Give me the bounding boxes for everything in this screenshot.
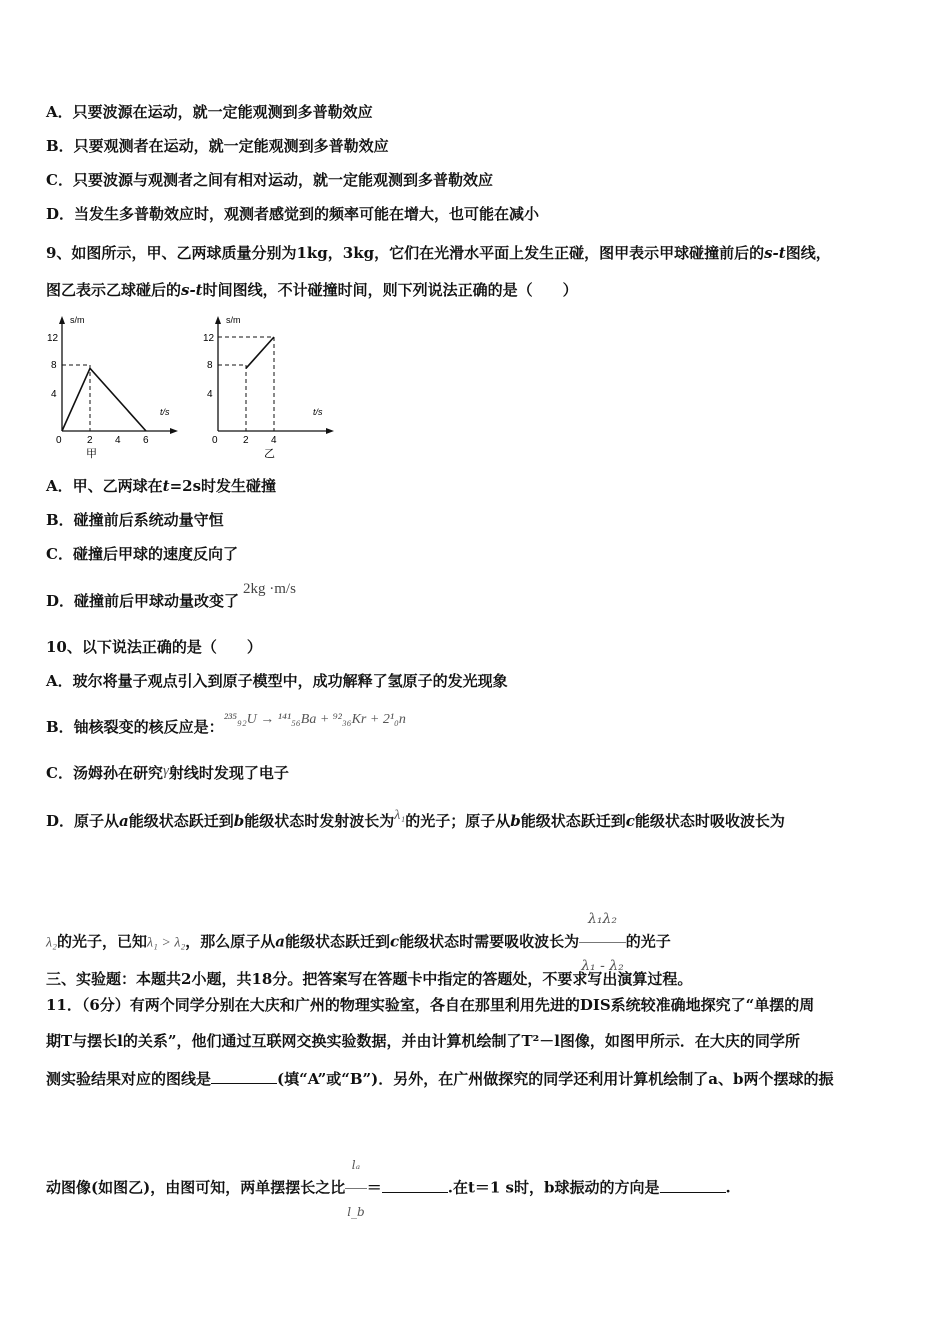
x-axis-arrow xyxy=(326,428,334,434)
option-text: 射线时发现了电子 xyxy=(168,764,289,782)
option-text: 能级状态时需要吸收波长为 xyxy=(399,932,580,951)
q8-option-b: B．只要观测者在运动，就一定能观测到多普勒效应 xyxy=(46,137,389,155)
q9-stem-line1 xyxy=(46,243,831,263)
level-b: b xyxy=(233,812,245,830)
nuclear-equation: ²³⁵₉₂U → ¹⁴¹₅₆Ba + ⁹²₃₆Kr + 2¹₀n xyxy=(223,712,406,727)
q9-stem-text: 图线， xyxy=(785,244,831,262)
option-text: B．铀核裂变的核反应是： xyxy=(46,718,224,736)
x-tick-label: 4 xyxy=(115,435,121,446)
equals-sign: ＝ xyxy=(366,1178,382,1197)
fraction-numerator: λ₁λ₂ xyxy=(588,911,617,927)
level-b: b xyxy=(510,812,521,830)
q11-text: 动图像(如图乙)，由图可知，两单摆摆长之比 xyxy=(46,1178,346,1197)
q9-option-c: C．碰撞后甲球的速度反向了 xyxy=(46,545,238,563)
option-text: =2s时发生碰撞 xyxy=(169,477,277,495)
level-c: c xyxy=(390,932,400,951)
fraction-denominator: l_b xyxy=(347,1205,365,1219)
q11-text: .在t＝1 s时，b球振动的方向是 xyxy=(447,1178,660,1197)
y-axis-label: s/m xyxy=(226,315,241,325)
option-text: D．原子从 xyxy=(46,812,120,830)
q10-option-c xyxy=(46,763,289,784)
option-text: 能级状态跃迁到 xyxy=(285,932,391,951)
option-text: 能级状态时吸收波长为 xyxy=(634,812,785,830)
q10-option-b xyxy=(46,712,406,739)
gamma-symbol: γ xyxy=(162,763,169,779)
q11-line2: 期T与摆长l的关系”，他们通过互联网交换实验数据，并由计算机绘制了T²－l图像，如图甲所示．在大庆的同学所 xyxy=(46,1032,800,1050)
option-text: 的光子，已知 xyxy=(56,932,147,951)
q11-text: 测实验结果对应的图线是 xyxy=(46,1070,212,1088)
level-a: a xyxy=(275,932,286,951)
section-3-header: 三、实验题：本题共2小题，共18分。把答案写在答题卡中指定的答题处，不要求写出演算过程。 xyxy=(46,970,693,988)
q11-line1: 11．（6分）有两个同学分别在大庆和广州的物理实验室，各自在那里利用先进的DIS系统较准确地探究了“单摆的周 xyxy=(46,996,815,1014)
option-text: 能级状态跃迁到 xyxy=(128,812,234,830)
q10-stem: 10、以下说法正确的是（ ） xyxy=(46,638,262,656)
answer-blank[interactable] xyxy=(211,1069,277,1084)
graph-caption: 乙 xyxy=(264,448,275,460)
st-symbol: s-t xyxy=(764,244,786,262)
q8-option-a: A．只要波源在运动，就一定能观测到多普勒效应 xyxy=(46,103,373,121)
jia-series-line xyxy=(62,368,146,431)
q11-text: (填“A”或“B”)．另外，在广州做探究的同学还利用计算机绘制了a、b两个摆球的振 xyxy=(277,1070,834,1088)
y-tick-label: 12 xyxy=(203,333,215,344)
option-text: 能级状态时发射波长为 xyxy=(244,812,395,830)
length-ratio-fraction xyxy=(345,1142,367,1235)
x-axis-arrow xyxy=(170,428,178,434)
q9-stem-text: 图乙表示乙球碰后的 xyxy=(46,281,182,299)
option-text: 能级状态跃迁到 xyxy=(520,812,626,830)
option-text: A．甲、乙两球在 xyxy=(46,477,163,495)
q9-stem-line2 xyxy=(46,280,578,300)
q10-option-d-line1 xyxy=(46,808,785,833)
y-tick-label: 4 xyxy=(207,389,213,400)
x-tick-label: 2 xyxy=(87,435,93,446)
x-tick-label: 2 xyxy=(243,435,249,446)
st-symbol: s-t xyxy=(181,281,203,299)
momentum-unit: 2kg ·m/s xyxy=(243,581,296,597)
q9-option-b: B．碰撞前后系统动量守恒 xyxy=(46,511,224,529)
y-tick-label: 12 xyxy=(47,333,59,344)
q9-stem-text: 时间图线，不计碰撞时间，则下列说法正确的是（ ） xyxy=(202,281,578,299)
fraction-numerator: lₐ xyxy=(351,1158,361,1172)
lambda-comparison: λ₁ > λ₂ xyxy=(146,935,186,951)
q11-line3 xyxy=(46,1069,833,1089)
q11-text: . xyxy=(725,1178,731,1197)
q11-line4 xyxy=(46,1142,731,1235)
option-text: ，那么原子从 xyxy=(185,932,276,951)
q8-option-d: D．当发生多普勒效应时，观测者感觉到的频率可能在增大，也可能在减小 xyxy=(46,205,540,223)
y-axis-arrow xyxy=(215,316,221,324)
graph-jia xyxy=(42,310,182,460)
level-c: c xyxy=(625,812,635,830)
x-tick-label: 4 xyxy=(271,435,277,446)
x-tick-label: 6 xyxy=(143,435,149,446)
x-axis-label: t/s xyxy=(313,407,323,417)
q8-option-c: C．只要波源与观测者之间有相对运动，就一定能观测到多普勒效应 xyxy=(46,171,493,189)
graph-caption: 甲 xyxy=(86,448,97,460)
q9-option-d xyxy=(46,581,296,612)
y-axis-label: s/m xyxy=(70,315,85,325)
y-tick-label: 8 xyxy=(207,360,213,371)
x-tick-label: 0 xyxy=(212,435,218,446)
yi-series-line xyxy=(246,337,274,368)
q10-option-a: A．玻尔将量子观点引入到原子模型中，成功解释了氢原子的发光现象 xyxy=(46,672,508,690)
option-text: D．碰撞前后甲球动量改变了 xyxy=(46,592,240,610)
lambda2-symbol: λ₂ xyxy=(46,935,57,951)
x-tick-label: 0 xyxy=(56,435,62,446)
answer-blank[interactable] xyxy=(660,1178,726,1193)
fraction-denominator: λ₁ - λ₂ xyxy=(581,958,624,974)
option-text: 的光子；原子从 xyxy=(405,812,511,830)
answer-blank[interactable] xyxy=(382,1178,448,1193)
y-tick-label: 4 xyxy=(51,389,57,400)
t-symbol: t xyxy=(162,477,170,495)
option-text: C．汤姆孙在研究 xyxy=(46,764,163,782)
level-a: a xyxy=(119,812,129,830)
lambda1-symbol: λ₁ xyxy=(394,808,406,823)
q9-stem-text: 9、如图所示，甲、乙两球质量分别为1kg，3kg，它们在光滑水平面上发生正碰，图甲表示甲球碰撞前后的 xyxy=(46,244,765,262)
q9-option-a xyxy=(46,476,276,496)
graph-yi xyxy=(198,310,338,460)
y-axis-arrow xyxy=(59,316,65,324)
option-text: 的光子 xyxy=(625,932,671,951)
y-tick-label: 8 xyxy=(51,360,57,371)
x-axis-label: t/s xyxy=(160,407,170,417)
